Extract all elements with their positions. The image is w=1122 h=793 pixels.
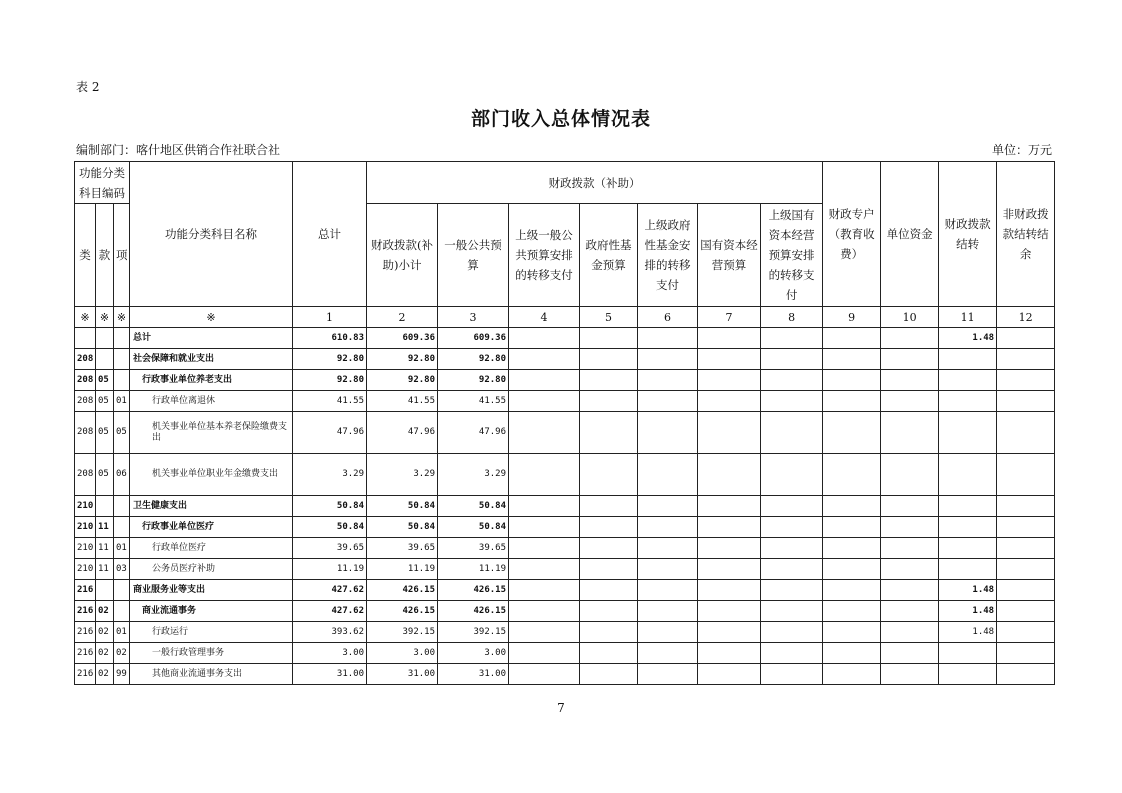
code-xiang — [114, 601, 130, 622]
item-name: 行政单位医疗 — [130, 538, 293, 559]
empty-cell — [698, 391, 761, 412]
empty-cell — [638, 580, 698, 601]
empty-cell — [997, 538, 1055, 559]
empty-cell — [509, 559, 580, 580]
empty-cell — [580, 412, 638, 454]
empty-cell — [509, 538, 580, 559]
empty-cell — [823, 517, 881, 538]
code-lei: 208 — [75, 412, 96, 454]
empty-cell — [698, 643, 761, 664]
total-value: 3.29 — [293, 454, 367, 496]
code-lei: 208 — [75, 349, 96, 370]
empty-cell — [823, 622, 881, 643]
item-name: 机关事业单位职业年金缴费支出 — [130, 454, 293, 496]
empty-cell — [509, 370, 580, 391]
nonfiscal-carryover-header: 非财政拨款结转结余 — [997, 162, 1055, 307]
empty-cell — [698, 517, 761, 538]
empty-cell — [761, 664, 823, 685]
empty-cell — [997, 559, 1055, 580]
fiscal-carryover-value — [939, 538, 997, 559]
empty-cell — [823, 349, 881, 370]
column-number: 11 — [939, 307, 997, 328]
fiscal-carryover-value: 1.48 — [939, 601, 997, 622]
empty-cell — [761, 391, 823, 412]
empty-cell — [761, 412, 823, 454]
empty-cell — [823, 664, 881, 685]
empty-cell — [580, 391, 638, 412]
empty-cell — [881, 643, 939, 664]
fiscal-subtotal-value: 392.15 — [367, 622, 438, 643]
upper-state-capital-transfer-header: 上级国有资本经营预算安排的转移支付 — [761, 204, 823, 307]
code-xiang: 99 — [114, 664, 130, 685]
code-xiang: 01 — [114, 622, 130, 643]
column-number-row — [75, 307, 1055, 328]
empty-cell — [823, 601, 881, 622]
empty-cell — [997, 517, 1055, 538]
item-name: 机关事业单位基本养老保险缴费支出 — [130, 412, 293, 454]
empty-cell — [761, 349, 823, 370]
empty-cell — [997, 496, 1055, 517]
total-value: 92.80 — [293, 349, 367, 370]
empty-cell — [509, 412, 580, 454]
empty-cell — [509, 391, 580, 412]
empty-cell — [509, 517, 580, 538]
empty-cell — [698, 559, 761, 580]
table-row — [75, 391, 1055, 412]
empty-cell — [881, 664, 939, 685]
fiscal-special-header: 财政专户（教育收费） — [823, 162, 881, 307]
empty-cell — [997, 622, 1055, 643]
fiscal-carryover-value: 1.48 — [939, 328, 997, 349]
code-kuan: 11 — [96, 517, 114, 538]
code-kuan — [96, 328, 114, 349]
fiscal-carryover-value — [939, 496, 997, 517]
column-number: 8 — [761, 307, 823, 328]
empty-cell — [823, 370, 881, 391]
code-kuan: 02 — [96, 622, 114, 643]
empty-cell — [698, 412, 761, 454]
empty-cell — [761, 643, 823, 664]
item-name: 商业服务业等支出 — [130, 580, 293, 601]
empty-cell — [580, 349, 638, 370]
fiscal-subtotal-value: 11.19 — [367, 559, 438, 580]
fiscal-subtotal-value: 41.55 — [367, 391, 438, 412]
code-kuan — [96, 580, 114, 601]
code-xiang: 06 — [114, 454, 130, 496]
empty-cell — [761, 559, 823, 580]
total-value: 39.65 — [293, 538, 367, 559]
column-number: 1 — [293, 307, 367, 328]
fiscal-subtotal-value: 92.80 — [367, 349, 438, 370]
empty-cell — [881, 559, 939, 580]
code-xiang: 01 — [114, 391, 130, 412]
item-name: 其他商业流通事务支出 — [130, 664, 293, 685]
item-name: 一般行政管理事务 — [130, 643, 293, 664]
empty-cell — [698, 328, 761, 349]
empty-cell — [823, 643, 881, 664]
table-row — [75, 328, 1055, 349]
table-row — [75, 370, 1055, 391]
column-number: 2 — [367, 307, 438, 328]
empty-cell — [580, 517, 638, 538]
table-row — [75, 580, 1055, 601]
item-name: 社会保障和就业支出 — [130, 349, 293, 370]
general-budget-value: 92.80 — [438, 370, 509, 391]
column-number: 7 — [698, 307, 761, 328]
empty-cell — [823, 559, 881, 580]
empty-cell — [823, 580, 881, 601]
empty-cell — [638, 601, 698, 622]
empty-cell — [698, 370, 761, 391]
empty-cell — [761, 580, 823, 601]
empty-cell — [509, 622, 580, 643]
total-value: 50.84 — [293, 496, 367, 517]
upper-gov-fund-transfer-header: 上级政府性基金安排的转移支付 — [638, 204, 698, 307]
code-lei: 208 — [75, 454, 96, 496]
func-code-header: 功能分类科目编码 — [75, 162, 130, 204]
state-capital-header: 国有资本经营预算 — [698, 204, 761, 307]
empty-cell — [997, 391, 1055, 412]
code-xiang — [114, 349, 130, 370]
empty-cell — [698, 349, 761, 370]
general-budget-value: 11.19 — [438, 559, 509, 580]
empty-cell — [638, 622, 698, 643]
empty-cell — [698, 580, 761, 601]
empty-cell — [638, 664, 698, 685]
fiscal-carryover-value — [939, 664, 997, 685]
empty-cell — [638, 643, 698, 664]
fiscal-subtotal-value: 31.00 — [367, 664, 438, 685]
empty-cell — [997, 580, 1055, 601]
item-name: 卫生健康支出 — [130, 496, 293, 517]
total-value: 50.84 — [293, 517, 367, 538]
lei-header: 类 — [75, 204, 96, 307]
code-xiang — [114, 580, 130, 601]
empty-cell — [580, 370, 638, 391]
xiang-header: 项 — [114, 204, 130, 307]
code-lei: 210 — [75, 559, 96, 580]
column-number: 4 — [509, 307, 580, 328]
total-value: 610.83 — [293, 328, 367, 349]
empty-cell — [823, 496, 881, 517]
empty-cell — [881, 412, 939, 454]
code-lei: 216 — [75, 664, 96, 685]
fiscal-carryover-value — [939, 391, 997, 412]
fiscal-carryover-value — [939, 370, 997, 391]
item-name: 行政单位离退休 — [130, 391, 293, 412]
item-name: 行政事业单位养老支出 — [130, 370, 293, 391]
empty-cell — [881, 391, 939, 412]
fiscal-subtotal-value: 609.36 — [367, 328, 438, 349]
empty-cell — [698, 496, 761, 517]
empty-cell — [638, 412, 698, 454]
general-budget-value: 31.00 — [438, 664, 509, 685]
empty-cell — [698, 454, 761, 496]
fiscal-subtotal-value: 3.00 — [367, 643, 438, 664]
upper-general-transfer-header: 上级一般公共预算安排的转移支付 — [509, 204, 580, 307]
empty-cell — [638, 349, 698, 370]
empty-cell — [823, 328, 881, 349]
table-row — [75, 412, 1055, 454]
general-budget-value: 392.15 — [438, 622, 509, 643]
empty-cell — [823, 391, 881, 412]
total-header: 总计 — [293, 162, 367, 307]
fiscal-carryover-value — [939, 412, 997, 454]
code-kuan: 02 — [96, 664, 114, 685]
table-row — [75, 517, 1055, 538]
column-number: 6 — [638, 307, 698, 328]
general-budget-value: 609.36 — [438, 328, 509, 349]
fiscal-carryover-value — [939, 349, 997, 370]
fiscal-carryover-header: 财政拨款结转 — [939, 162, 997, 307]
empty-cell — [881, 622, 939, 643]
code-lei: 210 — [75, 496, 96, 517]
empty-cell — [580, 622, 638, 643]
kuan-header: 款 — [96, 204, 114, 307]
empty-cell — [580, 643, 638, 664]
empty-cell — [580, 454, 638, 496]
table-number-label: 表 2 — [76, 80, 100, 94]
empty-cell — [997, 664, 1055, 685]
fiscal-subtotal-value: 3.29 — [367, 454, 438, 496]
fiscal-group-header: 财政拨款（补助） — [367, 162, 823, 204]
code-lei: 208 — [75, 370, 96, 391]
fiscal-carryover-value — [939, 559, 997, 580]
fiscal-carryover-value — [939, 643, 997, 664]
fiscal-subtotal-value: 50.84 — [367, 517, 438, 538]
empty-cell — [881, 349, 939, 370]
empty-cell — [580, 580, 638, 601]
general-budget-value: 3.29 — [438, 454, 509, 496]
code-lei: 216 — [75, 580, 96, 601]
general-budget-value: 426.15 — [438, 601, 509, 622]
code-lei: 216 — [75, 622, 96, 643]
compiling-department: 编制部门：喀什地区供销合作社联合社 — [76, 143, 281, 157]
column-number: 5 — [580, 307, 638, 328]
general-budget-value: 50.84 — [438, 496, 509, 517]
currency-unit: 单位：万元 — [991, 143, 1052, 157]
fiscal-carryover-value: 1.48 — [939, 622, 997, 643]
fiscal-subtotal-value: 39.65 — [367, 538, 438, 559]
empty-cell — [580, 664, 638, 685]
fiscal-carryover-value — [939, 517, 997, 538]
empty-cell — [509, 454, 580, 496]
code-kuan: 11 — [96, 559, 114, 580]
table-row — [75, 538, 1055, 559]
total-value: 3.00 — [293, 643, 367, 664]
income-summary-table — [74, 161, 1055, 685]
page-number: 7 — [557, 701, 565, 715]
empty-cell — [638, 391, 698, 412]
total-value: 92.80 — [293, 370, 367, 391]
empty-cell — [698, 601, 761, 622]
empty-cell — [509, 643, 580, 664]
code-kuan: 11 — [96, 538, 114, 559]
empty-cell — [638, 559, 698, 580]
mark-cell: ※ — [96, 307, 114, 328]
empty-cell — [761, 496, 823, 517]
empty-cell — [881, 538, 939, 559]
empty-cell — [509, 664, 580, 685]
empty-cell — [997, 454, 1055, 496]
empty-cell — [580, 328, 638, 349]
empty-cell — [881, 454, 939, 496]
fiscal-carryover-value: 1.48 — [939, 580, 997, 601]
empty-cell — [580, 559, 638, 580]
empty-cell — [823, 454, 881, 496]
general-budget-value: 50.84 — [438, 517, 509, 538]
item-name: 公务员医疗补助 — [130, 559, 293, 580]
table-row — [75, 496, 1055, 517]
mark-cell: ※ — [75, 307, 96, 328]
empty-cell — [580, 601, 638, 622]
gov-fund-header: 政府性基金预算 — [580, 204, 638, 307]
empty-cell — [881, 517, 939, 538]
empty-cell — [698, 538, 761, 559]
empty-cell — [881, 580, 939, 601]
empty-cell — [997, 643, 1055, 664]
empty-cell — [761, 517, 823, 538]
table-row — [75, 643, 1055, 664]
code-xiang — [114, 496, 130, 517]
empty-cell — [638, 328, 698, 349]
empty-cell — [997, 601, 1055, 622]
empty-cell — [997, 412, 1055, 454]
code-kuan: 02 — [96, 643, 114, 664]
total-value: 47.96 — [293, 412, 367, 454]
empty-cell — [881, 328, 939, 349]
table-row — [75, 622, 1055, 643]
empty-cell — [823, 538, 881, 559]
empty-cell — [761, 328, 823, 349]
code-xiang: 01 — [114, 538, 130, 559]
empty-cell — [881, 370, 939, 391]
empty-cell — [997, 370, 1055, 391]
empty-cell — [881, 496, 939, 517]
item-name: 商业流通事务 — [130, 601, 293, 622]
code-kuan: 05 — [96, 370, 114, 391]
fiscal-subtotal-value: 92.80 — [367, 370, 438, 391]
total-value: 427.62 — [293, 580, 367, 601]
empty-cell — [997, 349, 1055, 370]
empty-cell — [638, 454, 698, 496]
fiscal-carryover-value — [939, 454, 997, 496]
fiscal-subtotal-header: 财政拨款(补助)小计 — [367, 204, 438, 307]
code-xiang — [114, 328, 130, 349]
fiscal-subtotal-value: 426.15 — [367, 601, 438, 622]
empty-cell — [509, 328, 580, 349]
code-kuan: 02 — [96, 601, 114, 622]
code-xiang: 03 — [114, 559, 130, 580]
empty-cell — [823, 412, 881, 454]
empty-cell — [509, 580, 580, 601]
empty-cell — [761, 538, 823, 559]
empty-cell — [761, 622, 823, 643]
column-number: 3 — [438, 307, 509, 328]
total-value: 393.62 — [293, 622, 367, 643]
code-lei: 210 — [75, 517, 96, 538]
unit-funds-header: 单位资金 — [881, 162, 939, 307]
table-row — [75, 349, 1055, 370]
empty-cell — [761, 454, 823, 496]
empty-cell — [698, 664, 761, 685]
general-budget-value: 426.15 — [438, 580, 509, 601]
code-lei: 210 — [75, 538, 96, 559]
empty-cell — [580, 496, 638, 517]
page-title: 部门收入总体情况表 — [470, 108, 651, 130]
column-number: 12 — [997, 307, 1055, 328]
item-name: 行政事业单位医疗 — [130, 517, 293, 538]
fiscal-subtotal-value: 426.15 — [367, 580, 438, 601]
total-value: 31.00 — [293, 664, 367, 685]
code-lei: 208 — [75, 391, 96, 412]
item-name: 总计 — [130, 328, 293, 349]
code-xiang — [114, 517, 130, 538]
empty-cell — [638, 370, 698, 391]
empty-cell — [509, 601, 580, 622]
general-budget-value: 47.96 — [438, 412, 509, 454]
item-name: 行政运行 — [130, 622, 293, 643]
empty-cell — [997, 328, 1055, 349]
fiscal-subtotal-value: 47.96 — [367, 412, 438, 454]
code-xiang: 05 — [114, 412, 130, 454]
code-kuan — [96, 496, 114, 517]
code-kuan — [96, 349, 114, 370]
total-value: 11.19 — [293, 559, 367, 580]
empty-cell — [881, 601, 939, 622]
column-number: 10 — [881, 307, 939, 328]
code-xiang: 02 — [114, 643, 130, 664]
table-row — [75, 559, 1055, 580]
table-row — [75, 454, 1055, 496]
empty-cell — [580, 538, 638, 559]
total-value: 427.62 — [293, 601, 367, 622]
empty-cell — [509, 349, 580, 370]
empty-cell — [509, 496, 580, 517]
total-value: 41.55 — [293, 391, 367, 412]
empty-cell — [638, 517, 698, 538]
table-row — [75, 601, 1055, 622]
general-budget-value: 39.65 — [438, 538, 509, 559]
fiscal-subtotal-value: 50.84 — [367, 496, 438, 517]
empty-cell — [761, 601, 823, 622]
code-xiang — [114, 370, 130, 391]
code-kuan: 05 — [96, 412, 114, 454]
mark-cell: ※ — [130, 307, 293, 328]
func-name-header: 功能分类科目名称 — [130, 162, 293, 307]
mark-cell: ※ — [114, 307, 130, 328]
empty-cell — [638, 496, 698, 517]
general-budget-value: 3.00 — [438, 643, 509, 664]
code-lei: 216 — [75, 643, 96, 664]
code-lei — [75, 328, 96, 349]
column-number: 9 — [823, 307, 881, 328]
general-budget-header: 一般公共预算 — [438, 204, 509, 307]
empty-cell — [638, 538, 698, 559]
table-row — [75, 664, 1055, 685]
empty-cell — [761, 370, 823, 391]
empty-cell — [698, 622, 761, 643]
general-budget-value: 92.80 — [438, 349, 509, 370]
code-kuan: 05 — [96, 391, 114, 412]
general-budget-value: 41.55 — [438, 391, 509, 412]
code-lei: 216 — [75, 601, 96, 622]
code-kuan: 05 — [96, 454, 114, 496]
